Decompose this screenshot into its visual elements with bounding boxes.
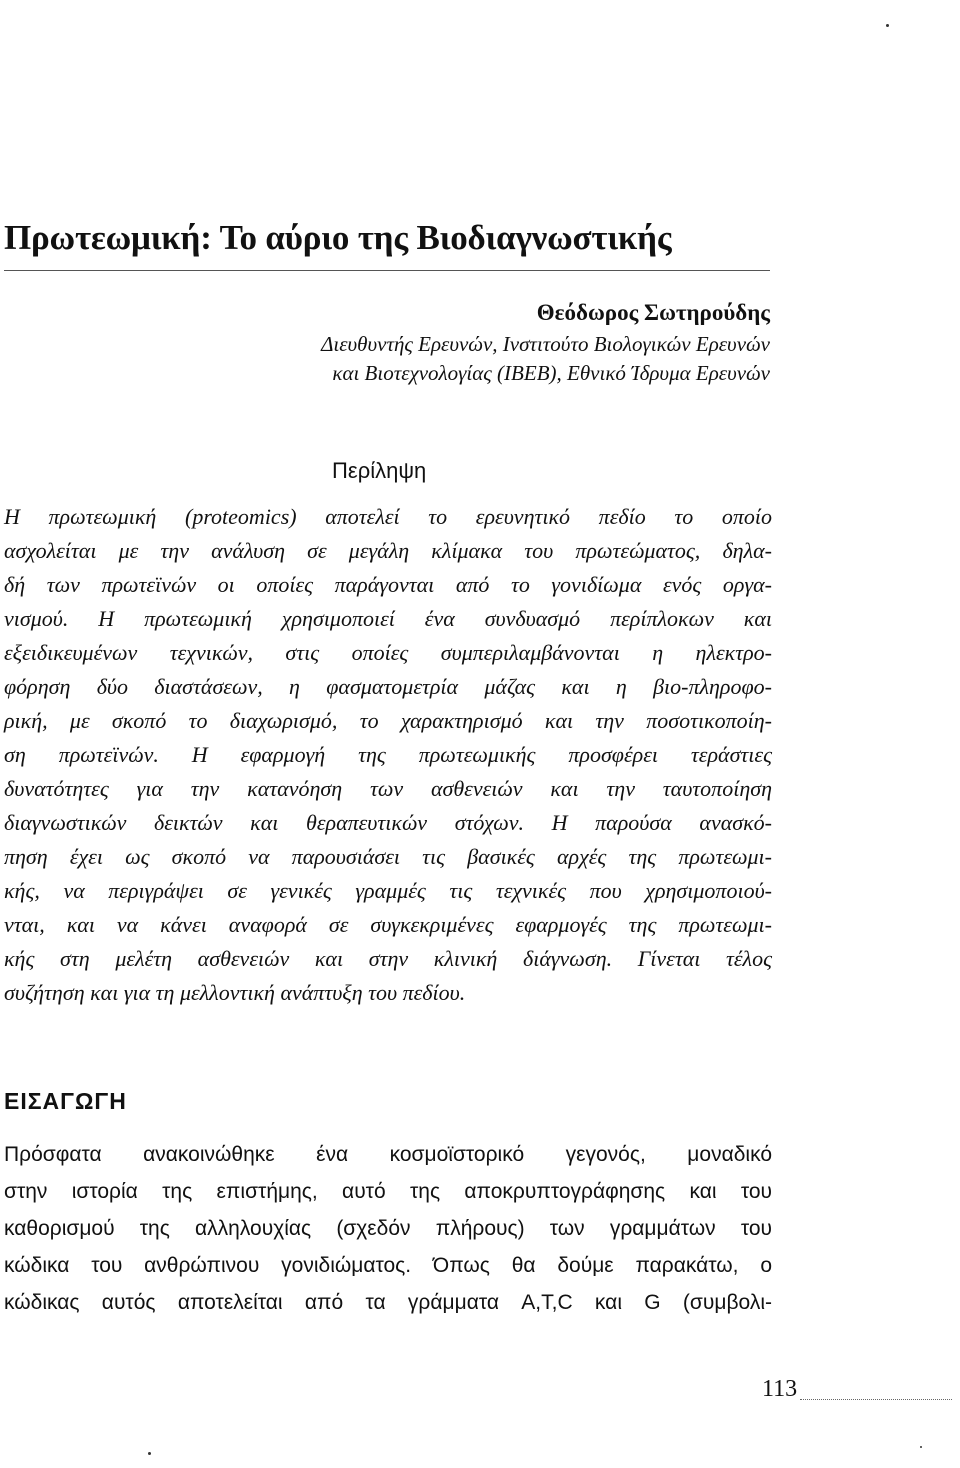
body-line: καθορισμού της αλληλουχίας (σχεδόν πλήρους) των γραμμάτων του <box>4 1217 772 1240</box>
section-heading: ΕΙΣΑΓΩΓΗ <box>4 1088 127 1114</box>
abstract-line: συζήτηση και για τη μελλοντική ανάπτυξη του πεδίου. <box>4 980 466 1005</box>
author-affiliation-line-1: Διευθυντής Ερευνών, Ινστιτούτο Βιολογικών Ερευνών <box>321 332 770 356</box>
abstract-line: νισμού. Η πρωτεωμική χρησιμοποιεί ένα συνδυασμό περίπλοκων και <box>4 606 772 631</box>
abstract-line: νται, και να κάνει αναφορά σε συγκεκριμένες εφαρμογές της πρωτεωμι- <box>4 912 772 937</box>
body-line: στην ιστορία της επιστήμης, αυτό της αποκρυπτογράφησης και του <box>4 1180 772 1203</box>
abstract-line: ση πρωτεϊνών. Η εφαρμογή της πρωτεωμικής προσφέρει τεράστιες <box>4 742 772 767</box>
page-number: 113 <box>762 1376 798 1402</box>
author-affiliation-line-2: και Βιοτεχνολογίας (ΙΒΕΒ), Εθνικό Ίδρυμα Ερευνών <box>332 361 770 385</box>
abstract-heading: Περίληψη <box>332 458 427 483</box>
body-line: Πρόσφατα ανακοινώθηκε ένα κοσμοϊστορικό γεγονός, μοναδικό <box>4 1143 772 1166</box>
scan-speck <box>148 1452 151 1455</box>
abstract-line: φόρηση δύο διαστάσεων, η φασματομετρία μάζας και η βιο-πληροφο- <box>4 674 772 699</box>
body-line: κώδικα του ανθρώπινου γονιδιώματος. Όπως θα δούμε παρακάτω, ο <box>4 1254 772 1277</box>
author-name: Θεόδωρος Σωτηρούδης <box>536 300 770 325</box>
abstract-line: διαγνωστικών δεικτών και θεραπευτικών στόχων. Η παρούσα ανασκό- <box>4 810 772 835</box>
abstract-line: Η πρωτεωμική (proteomics) αποτελεί το ερευνητικό πεδίο το οποίο <box>4 504 772 529</box>
abstract-line: δή των πρωτεϊνών οι οποίες παράγονται από το γονιδίωμα ενός οργα- <box>4 572 772 597</box>
abstract-line: κής στη μελέτη ασθενειών και στην κλινική διάγνωση. Γίνεται τέλος <box>4 946 772 971</box>
abstract-line: πηση έχει ως σκοπό να παρουσιάσει τις βασικές αρχές της πρωτεωμι- <box>4 844 772 869</box>
abstract-line: κής, να περιγράψει σε γενικές γραμμές τις τεχνικές που χρησιμοποιού- <box>4 878 772 903</box>
abstract-line: ρική, με σκοπό το διαχωρισμό, το χαρακτηρισμό και την ποσοτικοποίη- <box>4 708 772 733</box>
section-body <box>4 1136 772 1321</box>
abstract-line: εξειδικευμένων τεχνικών, στις οποίες συμπεριλαμβάνονται η ηλεκτρο- <box>4 640 772 665</box>
abstract-line: ασχολείται με την ανάλυση σε μεγάλη κλίμακα του πρωτεώματος, δηλα- <box>4 538 772 563</box>
page-number-rule <box>800 1399 952 1400</box>
article-title: Πρωτεωμική: Το αύριο της Βιοδιαγνωστικής <box>4 218 672 257</box>
author-block <box>321 296 770 388</box>
body-line: κώδικας αυτός αποτελείται από τα γράμματα A,T,C και G (συμβολι- <box>4 1291 772 1314</box>
scan-speck <box>886 24 889 27</box>
abstract-line: δυνατότητες για την κατανόηση των ασθενειών και την ταυτοποίηση <box>4 776 772 801</box>
title-divider <box>4 270 770 271</box>
scan-speck <box>920 1446 922 1448</box>
abstract-body <box>4 500 772 1010</box>
